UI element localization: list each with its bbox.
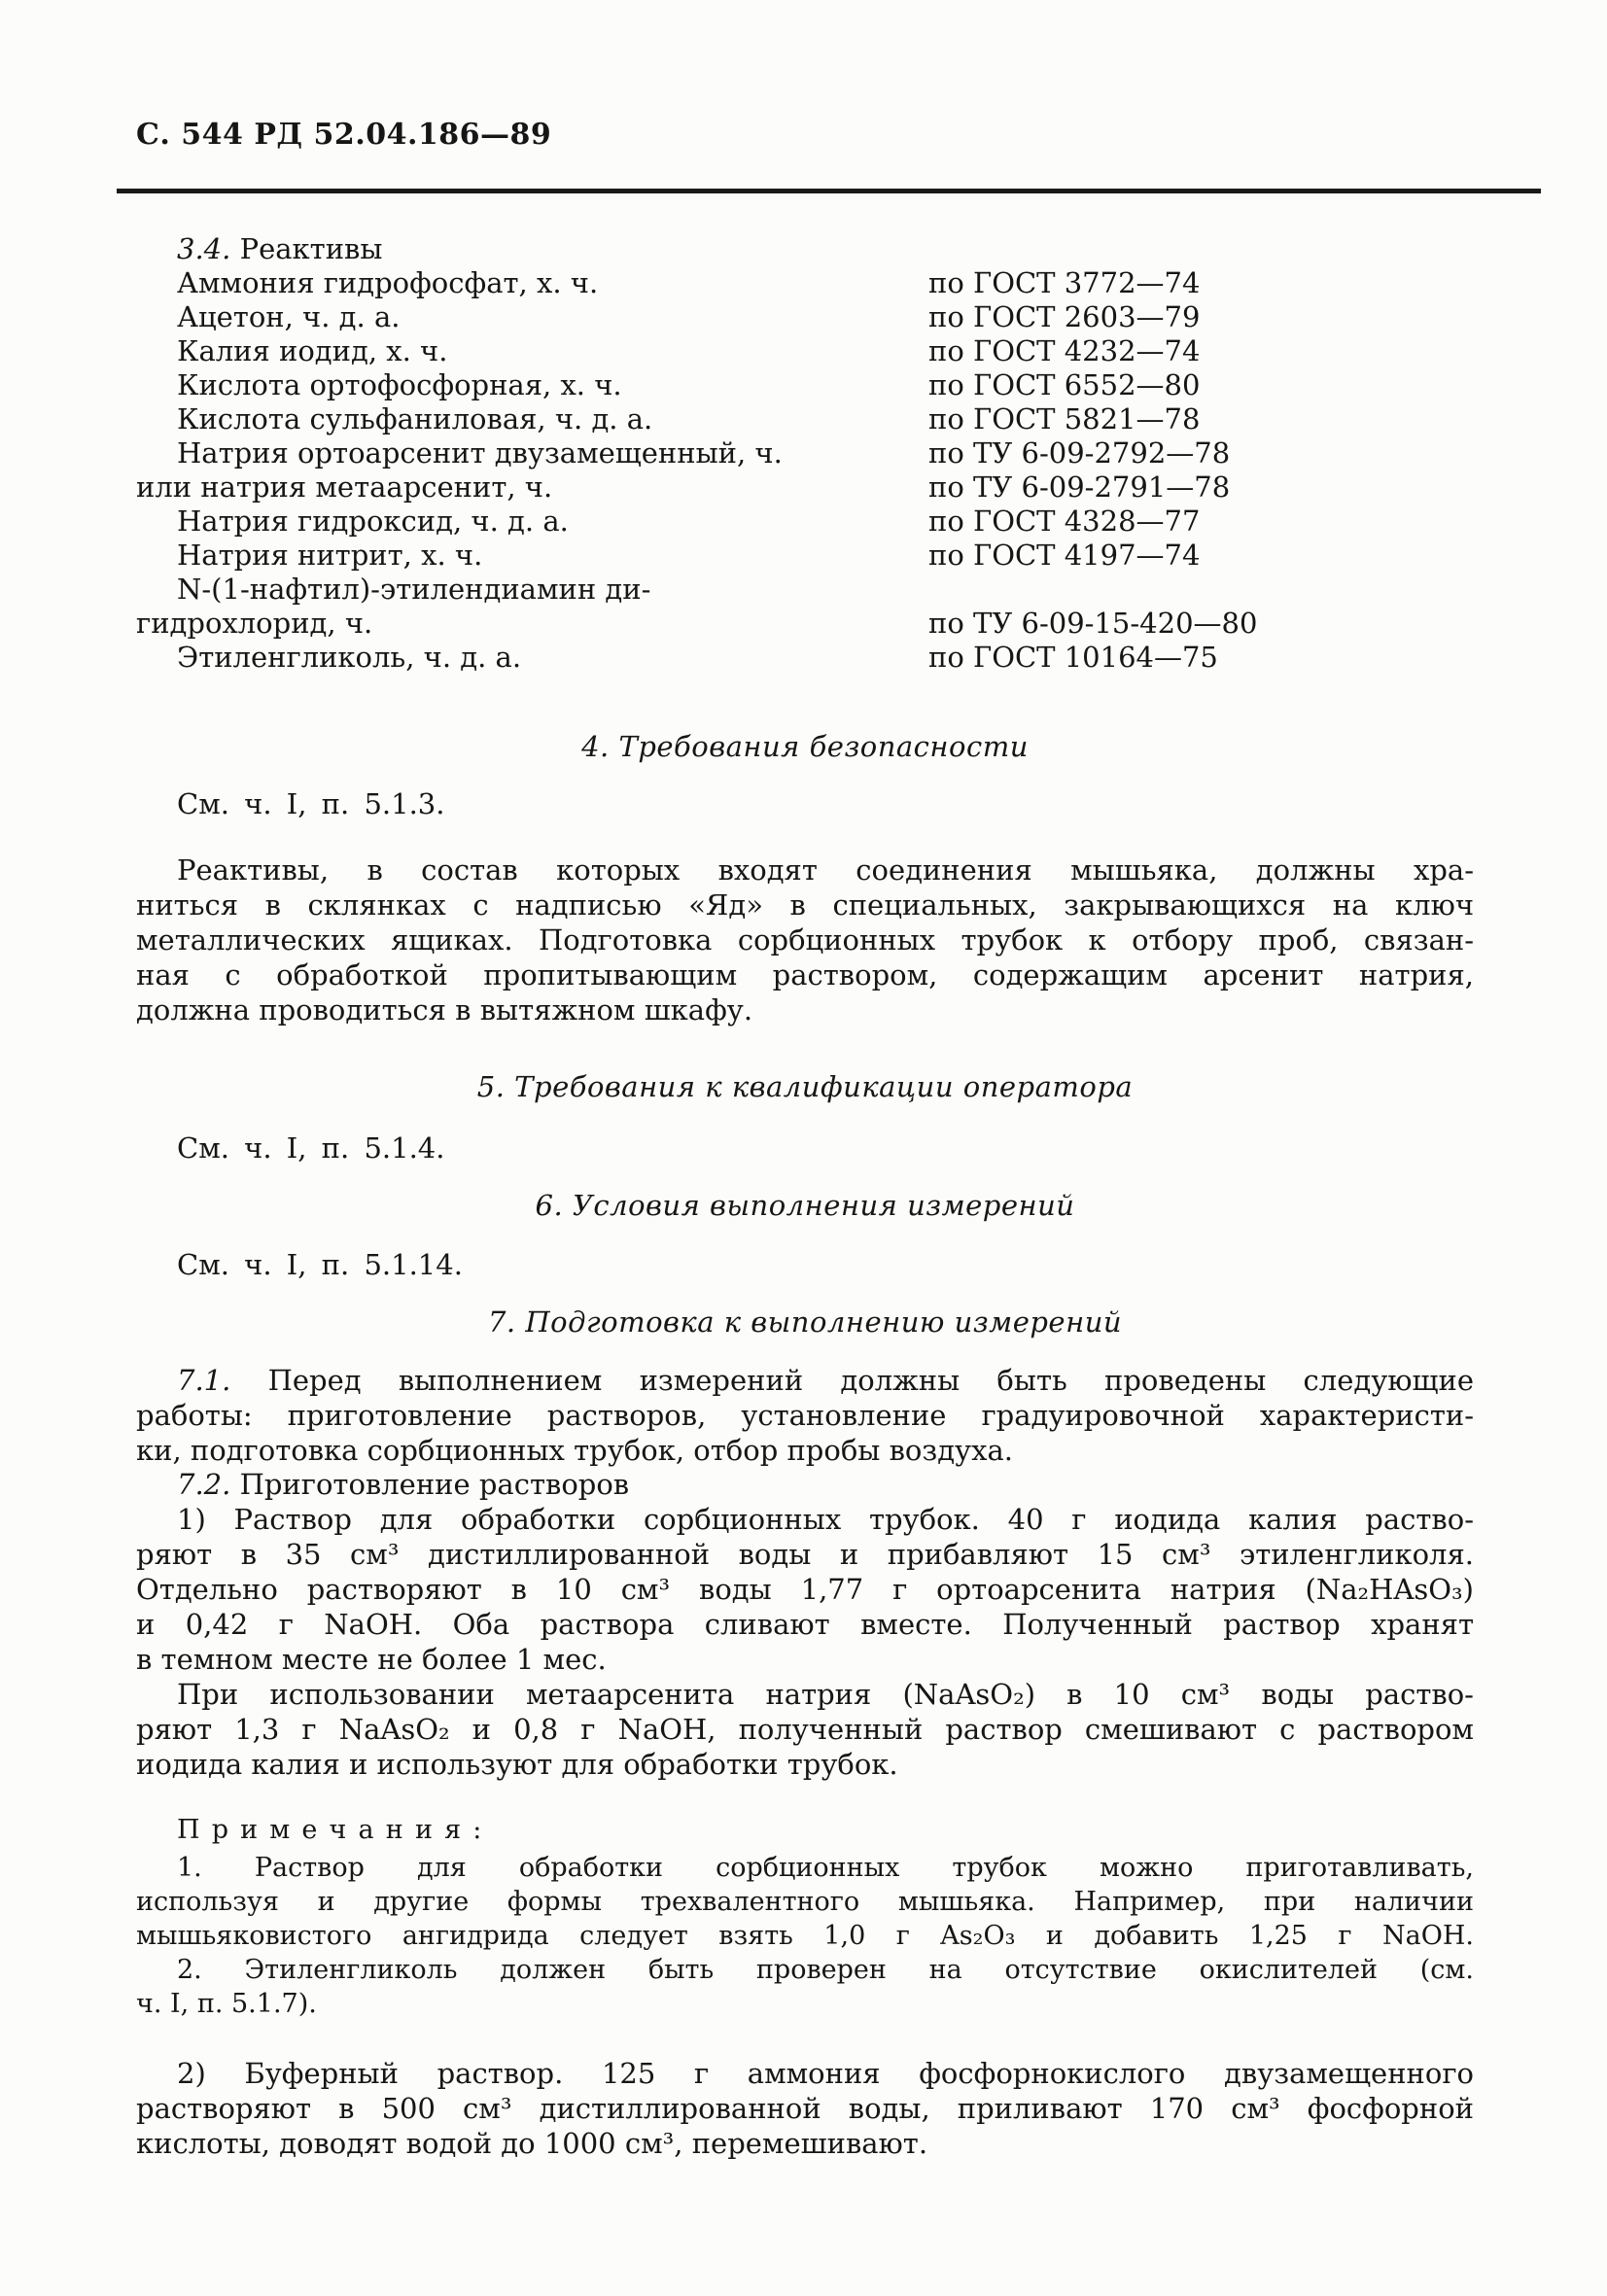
paragraph-line: 1) Раствор для обработки сорбционных трубок. 40 г иодида калия раство- <box>177 1503 1474 1536</box>
section-title: Реактивы <box>239 232 383 265</box>
paragraph-7-2 <box>136 1468 1474 1502</box>
section-heading-5: 5. Требования к квалификации оператора <box>476 1070 1134 1103</box>
paragraph-line: иодида калия и используют для обработки трубок. <box>136 1748 898 1781</box>
note-2 <box>136 1953 1474 2021</box>
paragraph-line: и 0,42 г NaOH. Оба раствора сливают вместе. Полученный раствор хранят <box>136 1608 1474 1641</box>
paragraph-text: Перед выполнением измерений должны быть проведены следующие <box>267 1364 1474 1397</box>
paragraph-line: растворяют в 500 см³ дистиллированной воды, приливают 170 см³ фосфорной <box>136 2092 1474 2125</box>
reagent-name: Натрия ортоарсенит двузамещенный, ч. <box>177 436 783 470</box>
reagent-row <box>136 470 1474 504</box>
header-divider <box>117 189 1541 193</box>
reagent-row <box>136 539 1474 573</box>
reagent-row <box>136 266 1474 300</box>
paragraph-line: 2) Буферный раствор. 125 г аммония фосфорнокислого двузамещенного <box>177 2057 1474 2090</box>
page-content <box>136 0 1474 2161</box>
reagent-standard: по ГОСТ 4197—74 <box>928 539 1201 572</box>
solution-1-paragraph <box>136 1502 1474 1677</box>
paragraph-line: ряют 1,3 г NaAsO₂ и 0,8 г NaOH, полученный раствор смешивают с раствором <box>136 1713 1474 1746</box>
section-heading-4: 4. Требования безопасности <box>581 730 1029 763</box>
reagent-row <box>136 573 1474 607</box>
paragraph-line: кислоты, доводят водой до 1000 см³, перемешивают. <box>136 2127 928 2160</box>
reagent-row <box>136 641 1474 675</box>
paragraph-line: Отдельно растворяют в 10 см³ воды 1,77 г ортоарсенита натрия (Na₂HAsO₃) <box>136 1573 1474 1606</box>
note-line: 2. Этиленгликоль должен быть проверен на отсутствие окислителей (см. <box>177 1955 1474 1985</box>
note-line: ч. I, п. 5.1.7). <box>136 1989 317 2019</box>
reagent-row <box>136 402 1474 436</box>
paragraph-line: При использовании метаарсенита натрия (NaAsO₂) в 10 см³ воды раство- <box>177 1678 1474 1711</box>
reference-note: См. ч. I, п. 5.1.3. <box>177 787 445 820</box>
section-heading-6: 6. Условия выполнения измерений <box>535 1189 1075 1222</box>
paragraph-text: Приготовление растворов <box>239 1468 630 1501</box>
reagent-name: гидрохлорид, ч. <box>136 607 373 640</box>
reagent-name: Аммония гидрофосфат, х. ч. <box>177 266 599 299</box>
reagent-row <box>136 368 1474 402</box>
reagent-name: N-(1-нафтил)-этилендиамин ди- <box>177 573 651 606</box>
reagent-standard: по ГОСТ 6552—80 <box>928 368 1201 401</box>
page-header: С. 544 РД 52.04.186—89 <box>136 118 552 152</box>
reagent-standard: по ТУ 6-09-2792—78 <box>928 436 1231 470</box>
paragraph-line: ная с обработкой пропитывающим раствором, содержащим арсенит натрия, <box>136 958 1474 991</box>
paragraph-line: металлических ящиках. Подготовка сорбционных трубок к отбору проб, связан- <box>136 923 1474 957</box>
buffer-paragraph <box>136 2056 1474 2161</box>
reagents-heading <box>136 232 1474 266</box>
paragraph-line: Реактивы, в состав которых входят соединения мышьяка, должны хра- <box>177 853 1474 887</box>
reagent-standard: по ГОСТ 5821—78 <box>928 402 1201 435</box>
note-line: мышьяковистого ангидрида следует взять 1,0 г As₂O₃ и добавить 1,25 г NaOH. <box>136 1921 1474 1951</box>
reagent-row <box>136 504 1474 539</box>
note-1 <box>136 1851 1474 1953</box>
paragraph-line <box>136 1363 1474 1398</box>
reagent-name: Натрия гидроксид, ч. д. а. <box>177 504 569 538</box>
metaarsenite-paragraph <box>136 1677 1474 1782</box>
paragraph-line: в темном месте не более 1 мес. <box>136 1643 607 1676</box>
paragraph-line: должна проводиться в вытяжном шкафу. <box>136 993 753 1026</box>
paragraph-7-1 <box>136 1363 1474 1468</box>
reagents-section <box>136 232 1474 675</box>
reagent-standard: по ТУ 6-09-15-420—80 <box>928 607 1258 640</box>
reagent-standard: по ГОСТ 2603—79 <box>928 300 1201 333</box>
paragraph-line: ки, подготовка сорбционных трубок, отбор пробы воздуха. <box>136 1434 1013 1467</box>
safety-paragraph <box>136 852 1474 1027</box>
paragraph-line: работы: приготовление растворов, установление градуировочной характеристи- <box>136 1399 1474 1432</box>
reagent-standard: по ГОСТ 4328—77 <box>928 504 1201 538</box>
section-heading-7: 7. Подготовка к выполнению измерений <box>487 1305 1123 1339</box>
reagent-row <box>136 607 1474 641</box>
section-number: 3.4. <box>177 232 231 265</box>
reference-note: См. ч. I, п. 5.1.14. <box>177 1248 463 1281</box>
paragraph-line: ряют в 35 см³ дистиллированной воды и прибавляют 15 см³ этиленгликоля. <box>136 1538 1474 1571</box>
reagent-name: Ацетон, ч. д. а. <box>177 300 401 333</box>
clause-number: 7.1. <box>177 1364 231 1397</box>
reagent-standard: по ГОСТ 3772—74 <box>928 266 1201 299</box>
reference-note: См. ч. I, п. 5.1.4. <box>177 1131 445 1165</box>
clause-number: 7.2. <box>177 1468 231 1501</box>
reagent-name: Натрия нитрит, х. ч. <box>177 539 483 572</box>
reagent-name: или натрия метаарсенит, ч. <box>136 470 553 504</box>
notes-heading: Примечания: <box>177 1815 494 1845</box>
reagent-name: Кислота сульфаниловая, ч. д. а. <box>177 402 653 435</box>
reagent-name: Этиленгликоль, ч. д. а. <box>177 641 522 674</box>
reagent-standard: по ГОСТ 4232—74 <box>928 334 1201 367</box>
paragraph-line: ниться в склянках с надписью «Яд» в специальных, закрывающихся на ключ <box>136 888 1474 922</box>
reagent-standard: по ГОСТ 10164—75 <box>928 641 1218 674</box>
note-line: 1. Раствор для обработки сорбционных трубок можно приготавливать, <box>177 1853 1474 1883</box>
reagent-name: Кислота ортофосфорная, х. ч. <box>177 368 622 401</box>
note-line: используя и другие формы трехвалентного мышьяка. Например, при наличии <box>136 1887 1474 1917</box>
reagent-name: Калия иодид, х. ч. <box>177 334 448 367</box>
reagent-row <box>136 300 1474 334</box>
reagent-row <box>136 334 1474 368</box>
reagent-row <box>136 436 1474 470</box>
reagent-standard: по ТУ 6-09-2791—78 <box>928 470 1231 504</box>
